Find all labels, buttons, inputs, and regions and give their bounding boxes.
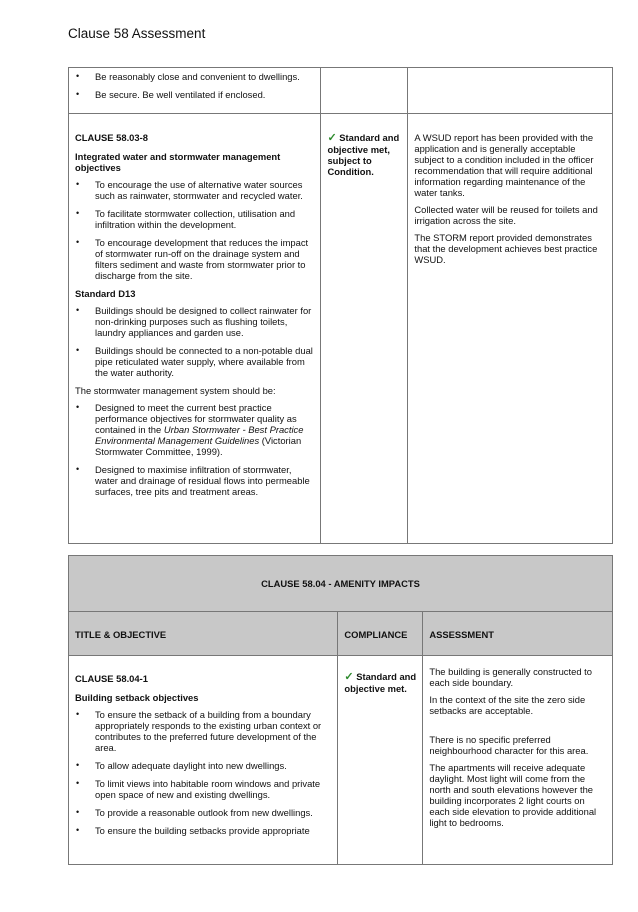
stormwater-intro: The stormwater management system should be: — [75, 385, 276, 396]
page-title: Clause 58 Assessment — [68, 26, 206, 41]
list-item: • Buildings should be designed to collect rainwater for non-drinking purposes such as flushing toilets, laundry appliances and garden use. — [75, 305, 314, 338]
list-item: • To provide a reasonable outlook from new dwellings. — [75, 807, 331, 818]
column-header-assessment: ASSESSMENT — [423, 612, 613, 656]
table-row-continuation — [69, 68, 613, 114]
stormwater-list — [75, 402, 314, 497]
list-item: • To allow adequate daylight into new dwellings. — [75, 760, 331, 771]
check-icon: ✓ — [327, 132, 337, 144]
check-icon: ✓ — [344, 671, 354, 683]
assessment-cell — [423, 656, 613, 865]
list-item: • Designed to maximise infiltration of stormwater, water and drainage of residual flows into permeable surfaces, tree pits and treatment areas. — [75, 464, 314, 497]
clause-number: CLAUSE 58.04-1 — [75, 673, 148, 684]
list-item: • To ensure the setback of a building from a boundary appropriately responds to the existing urban context or contributes to the preferred future development of the area. — [75, 709, 331, 753]
column-header-compliance: COMPLIANCE — [338, 612, 423, 656]
list-item: • Be secure. Be well ventilated if enclosed. — [75, 89, 314, 100]
compliance-cell — [321, 114, 408, 544]
assessment-paragraph: Collected water will be reused for toilets and irrigation across the site. — [414, 204, 598, 226]
table-row — [69, 114, 613, 544]
objective-title: Building setback objectives — [75, 692, 199, 703]
list-item: • Designed to meet the current best practice performance objectives for stormwater quality as contained in the Urban Stormwater - Best Practice Environmental Management Guidelines (Victorian Stormwater Committee, 1999). — [75, 402, 314, 457]
clause-number: CLAUSE 58.03-8 — [75, 132, 148, 143]
compliance-status: Standard and objective met, subject to Condition. — [327, 132, 400, 177]
assessment-table-58-04 — [68, 555, 613, 865]
standard-title: Standard D13 — [75, 288, 136, 299]
column-header-title: TITLE & OBJECTIVE — [69, 612, 338, 656]
assessment-paragraph: A WSUD report has been provided with the application and is generally acceptable subject to a condition included in the officer recommendation that will require additional information regarding maintenance of the water tanks. — [414, 132, 594, 198]
assessment-paragraph: The building is generally constructed to each side boundary. — [429, 666, 592, 688]
list-item: • Buildings should be connected to a non-potable dual pipe reticulated water supply, where available from the water authority. — [75, 345, 314, 378]
assessment-cell — [408, 114, 613, 544]
list-item: • To encourage the use of alternative water sources such as rainwater, stormwater and recycled water. — [75, 179, 314, 201]
list-item: • Be reasonably close and convenient to dwellings. — [75, 71, 314, 82]
standard-list — [75, 305, 314, 378]
list-item: • To encourage development that reduces the impact of stormwater run-off on the drainage system and filters sediment and waste from stormwater prior to discharge from the site. — [75, 237, 314, 281]
assessment-paragraph: In the context of the site the zero side setbacks are acceptable. — [429, 694, 586, 716]
section-heading: CLAUSE 58.04 - AMENITY IMPACTS — [69, 556, 613, 612]
objective-list — [75, 179, 314, 281]
list-item: • To facilitate stormwater collection, utilisation and infiltration within the development. — [75, 208, 314, 230]
list-item: • To ensure the building setbacks provide appropriate — [75, 825, 331, 836]
bullet-list — [75, 71, 314, 100]
list-item: • To limit views into habitable room windows and private open space of new and existing dwellings. — [75, 778, 331, 800]
guideline-title: Urban Stormwater - Best Practice Environmental Management Guidelines — [95, 424, 304, 446]
assessment-paragraph: The STORM report provided demonstrates that the development achieves best practice WSUD. — [414, 232, 598, 265]
compliance-status: Standard and objective met. — [344, 671, 417, 694]
objective-title: Integrated water and stormwater management objectives — [75, 151, 281, 173]
table-row — [69, 656, 613, 865]
objective-list — [75, 709, 331, 836]
compliance-cell — [338, 656, 423, 865]
assessment-paragraph: The apartments will receive adequate daylight. Most light will come from the north and south elevations however the building incorporates 2 light courts on each side elevation to provide additional light to bedrooms. — [429, 762, 597, 828]
assessment-paragraph: There is no specific preferred neighbourhood character for this area. — [429, 734, 589, 756]
assessment-table-58-03 — [68, 67, 613, 544]
